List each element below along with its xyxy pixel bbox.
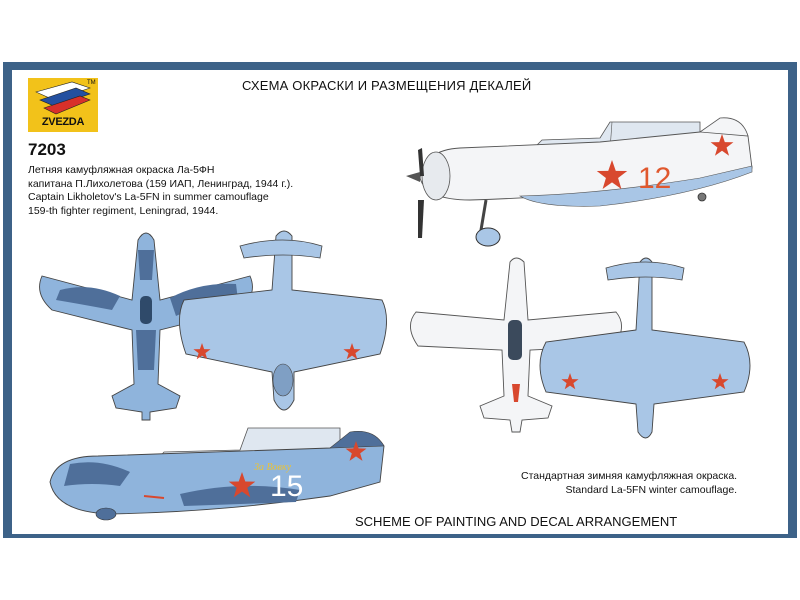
title-en: SCHEME OF PAINTING AND DECAL ARRANGEMENT [355,514,678,529]
summer-tail-number: 15 [270,470,304,503]
winter-tail-number: 12 [638,162,672,195]
winter-bottom-view [540,258,750,438]
summer-line-1: Летняя камуфляжная окраска Ла-5ФН [28,164,215,176]
summer-line-2: капитана П.Лихолетова (159 ИАП, Ленинград, 1944 г.). [28,177,294,190]
summer-line-3: Captain Likholetov's La-5FN in summer camouflage [28,191,269,204]
kit-number: 7203 [28,140,66,159]
trademark: TM [87,80,96,86]
fuselage-inscription: За Вовку [254,462,292,473]
winter-line-1: Стандартная зимняя камуфляжная окраска. [521,470,738,482]
summer-bottom-view [179,231,386,410]
summer-line-4: 159-th fighter regiment, Leningrad, 1944. [28,204,219,217]
winter-line-2: Standard La-5FN winter camouflage. [565,483,738,496]
title-ru: СХЕМА ОКРАСКИ И РАЗМЕЩЕНИЯ ДЕКАЛЕЙ [242,78,532,93]
summer-side-view [50,428,384,520]
logo-brand: ZVEZDA [41,116,85,128]
winter-side-view [406,118,752,246]
